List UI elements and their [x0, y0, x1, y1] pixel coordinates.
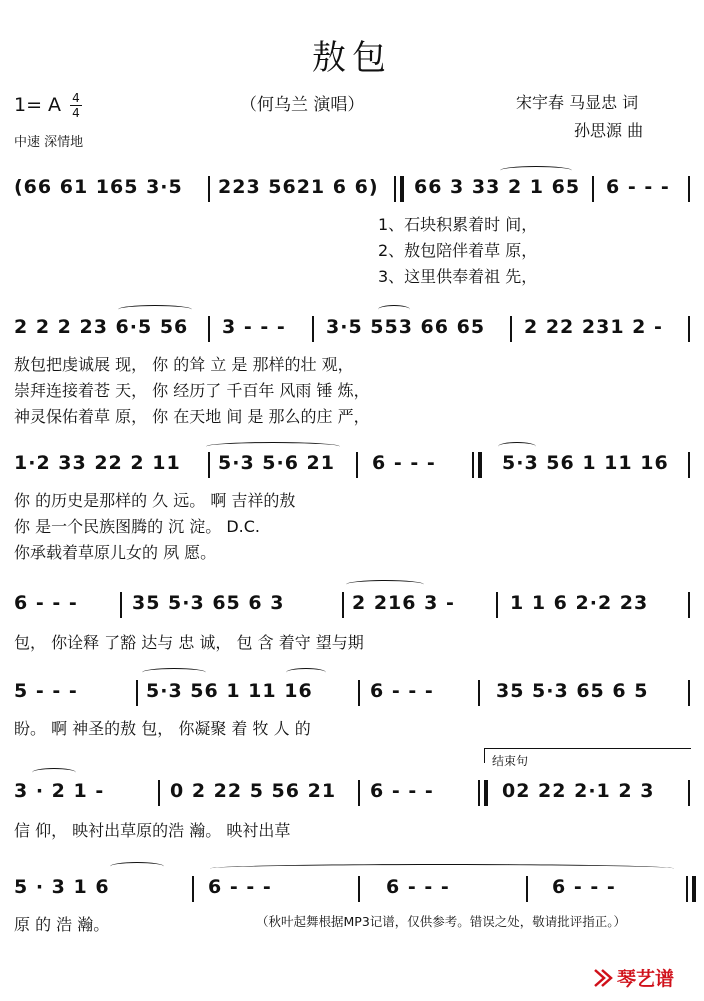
lyric-1-3: 3、这里供奉着祖 先， [378, 267, 538, 286]
measure-6-4: 02 22 2·1 2 3 [502, 780, 655, 802]
measure-1-1: (66 61 165 3·5 [14, 176, 183, 198]
song-title: 敖包 [312, 38, 392, 78]
measure-6-1: 3 · 2 1 - [14, 780, 105, 802]
measure-6-3: 6 - - - [370, 780, 434, 802]
lyric-3-3: 你承载着草原儿女的 夙 愿。 [14, 543, 217, 562]
music-row-6 [12, 780, 692, 810]
measure-2-4: 2 22 231 2 - [524, 316, 663, 338]
ending-label: 结束句 [492, 754, 529, 768]
lyricist-credit: 宋宇春 马显忠 词 [516, 93, 639, 112]
lyric-1-2: 2、敖包陪伴着草 原， [378, 241, 538, 260]
time-signature [70, 92, 82, 119]
time-top: 4 [72, 91, 80, 105]
measure-4-3: 2 216 3 - [352, 592, 455, 614]
measure-7-1: 5 · 3 1 6 [14, 876, 110, 898]
measure-6-2: 0 2 22 5 56 21 [170, 780, 337, 802]
lyric-3-2: 你 是一个民族图腾的 沉 淀。 D.C. [14, 517, 261, 536]
measure-7-3: 6 - - - [386, 876, 450, 898]
time-bottom: 4 [72, 106, 80, 120]
measure-3-3: 6 - - - [372, 452, 436, 474]
measure-5-3: 6 - - - [370, 680, 434, 702]
measure-5-1: 5 - - - [14, 680, 78, 702]
music-row-1 [12, 176, 692, 206]
music-row-2 [12, 316, 692, 346]
measure-7-4: 6 - - - [552, 876, 616, 898]
lyric-2-1: 敖包把虔诚展 现， 你 的耸 立 是 那样的壮 观， [14, 355, 354, 374]
measure-4-1: 6 - - - [14, 592, 78, 614]
singer-info: （何乌兰 演唱） [240, 95, 365, 115]
lyric-3-1: 你 的历史是那样的 久 远。 啊 吉祥的敖 [14, 491, 296, 510]
measure-2-1: 2 2 2 23 6·5 56 [14, 316, 189, 338]
measure-2-3: 3·5 553 66 65 [326, 316, 486, 338]
measure-2-2: 3 - - - [222, 316, 286, 338]
lyric-4-1: 包， 你诠释 了豁 达与 忠 诚， 包 含 着守 望与期 [14, 633, 364, 652]
key-signature: 1= A [14, 94, 62, 116]
measure-3-1: 1·2 33 22 2 11 [14, 452, 181, 474]
lyric-6-1: 信 仰， 映衬出草原的浩 瀚。 映衬出草 [14, 821, 291, 840]
measure-5-4: 35 5·3 65 6 5 [496, 680, 649, 702]
music-row-7 [12, 876, 692, 906]
lyric-5-1: 盼。 啊 神圣的敖 包， 你凝聚 着 牧 人 的 [14, 719, 311, 738]
lyric-2-2: 崇拜连接着苍 天， 你 经历了 千百年 风雨 锤 炼， [14, 381, 370, 400]
music-row-4 [12, 592, 692, 622]
lyric-1-1: 1、石块积累着时 间， [378, 215, 538, 234]
measure-7-2: 6 - - - [208, 876, 272, 898]
measure-4-2: 35 5·3 65 6 3 [132, 592, 285, 614]
measure-5-2: 5·3 56 1 11 16 [146, 680, 313, 702]
lyric-2-3: 神灵保佑着草 原， 你 在天地 间 是 那么的庄 严， [14, 407, 370, 426]
music-row-3 [12, 452, 692, 482]
music-row-5 [12, 680, 692, 710]
measure-3-2: 5·3 5·6 21 [218, 452, 335, 474]
transcription-note: （秋叶起舞根据MP3记谱，仅供参考。错误之处，敬请批评指正。） [256, 914, 627, 929]
logo-text: 琴艺谱 [617, 968, 675, 990]
tempo-marking: 中速 深情地 [14, 135, 84, 150]
measure-4-4: 1 1 6 2·2 23 [510, 592, 649, 614]
measure-1-3: 66 3 33 2 1 65 [414, 176, 581, 198]
site-logo [592, 964, 674, 991]
measure-1-2: 223 5621 6 6) [218, 176, 379, 198]
measure-1-4: 6 - - - [606, 176, 670, 198]
lyric-7-1: 原 的 浩 瀚。 [14, 915, 110, 934]
composer-credit: 孙思源 曲 [574, 121, 644, 140]
music-logo-icon [592, 967, 614, 989]
measure-3-4: 5·3 56 1 11 16 [502, 452, 669, 474]
